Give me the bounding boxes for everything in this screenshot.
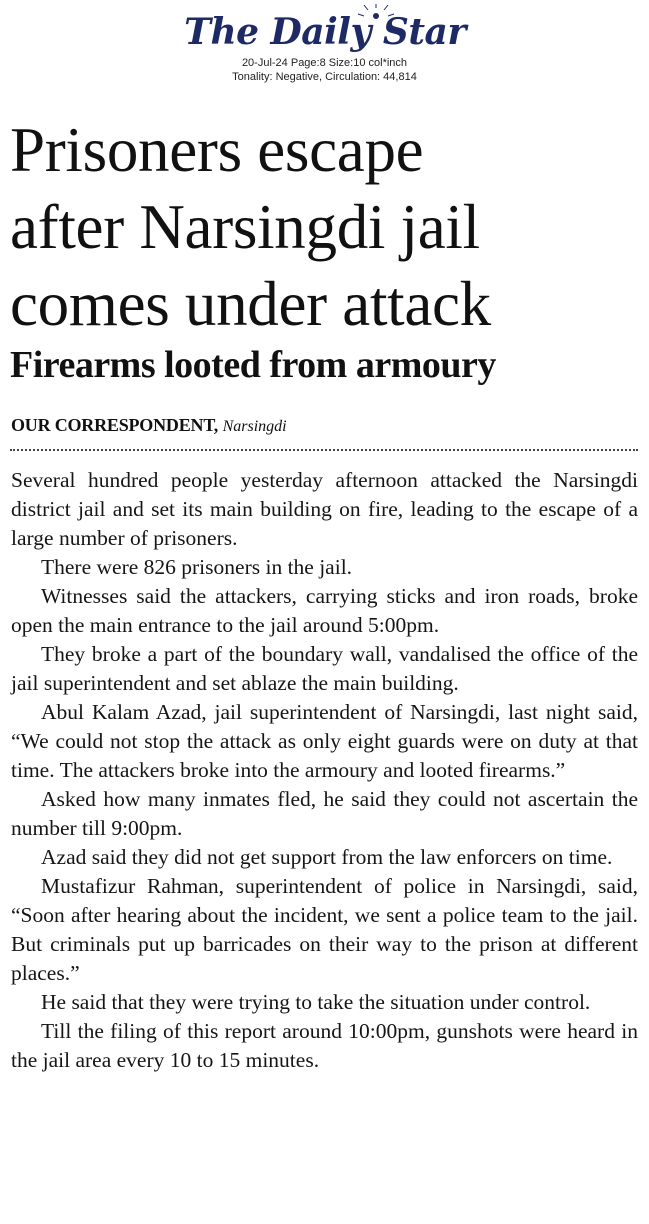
subheadline: Firearms looted from armoury [10,344,496,386]
article-paragraph: Till the filing of this report around 10:00pm, gunshots were heard in the jail area every 10 to 15 minutes. [11,1019,638,1072]
headline-line: comes under attack [10,269,491,339]
article-paragraph: He said that they were trying to take the situation under control. [41,990,591,1014]
article-body [11,466,638,1075]
daily-star-logo-icon [180,4,470,56]
article-paragraph: Abul Kalam Azad, jail superintendent of Narsingdi, last night said, “We could not stop the attack as only eight guards were on duty at that time. The attackers broke into the armoury and looted firearms.” [11,700,638,782]
article-paragraph: Azad said they did not get support from the law enforcers on time. [41,845,613,869]
dotted-divider [10,449,638,451]
clip-info: 20-Jul-24 Page:8 Size:10 col*inch [241,57,408,69]
newspaper-logo [0,4,649,56]
svg-text:The Daily Star: The Daily Star [183,11,466,53]
masthead [0,0,649,84]
headline-line: after Narsingdi jail [10,192,480,262]
byline-name: OUR CORRESPONDENT, [11,415,219,435]
article-paragraph: There were 826 prisoners in the jail. [41,555,353,579]
article-paragraph: Several hundred people yesterday afternoon attacked the Narsingdi district jail and set its main building on fire, leading to the escape of a large number of prisoners. [11,468,638,550]
headline [10,112,640,343]
article-paragraph: Mustafizur Rahman, superintendent of police in Narsingdi, said, “Soon after hearing about the incident, we sent a police team to the jail. But criminals put up barricades on their way to the prison at different places.” [11,874,638,985]
article-paragraph: Witnesses said the attackers, carrying sticks and iron roads, broke open the main entrance to the jail around 5:00pm. [11,584,638,637]
byline-place: Narsingdi [222,418,287,435]
headline-line: Prisoners escape [10,115,424,185]
article-paragraph: They broke a part of the boundary wall, vandalised the office of the jail superintendent and set ablaze the main building. [11,642,638,695]
tonality-info: Tonality: Negative, Circulation: 44,814 [232,71,417,83]
article-paragraph: Asked how many inmates fled, he said they could not ascertain the number till 9:00pm. [11,787,638,840]
byline [11,414,287,438]
